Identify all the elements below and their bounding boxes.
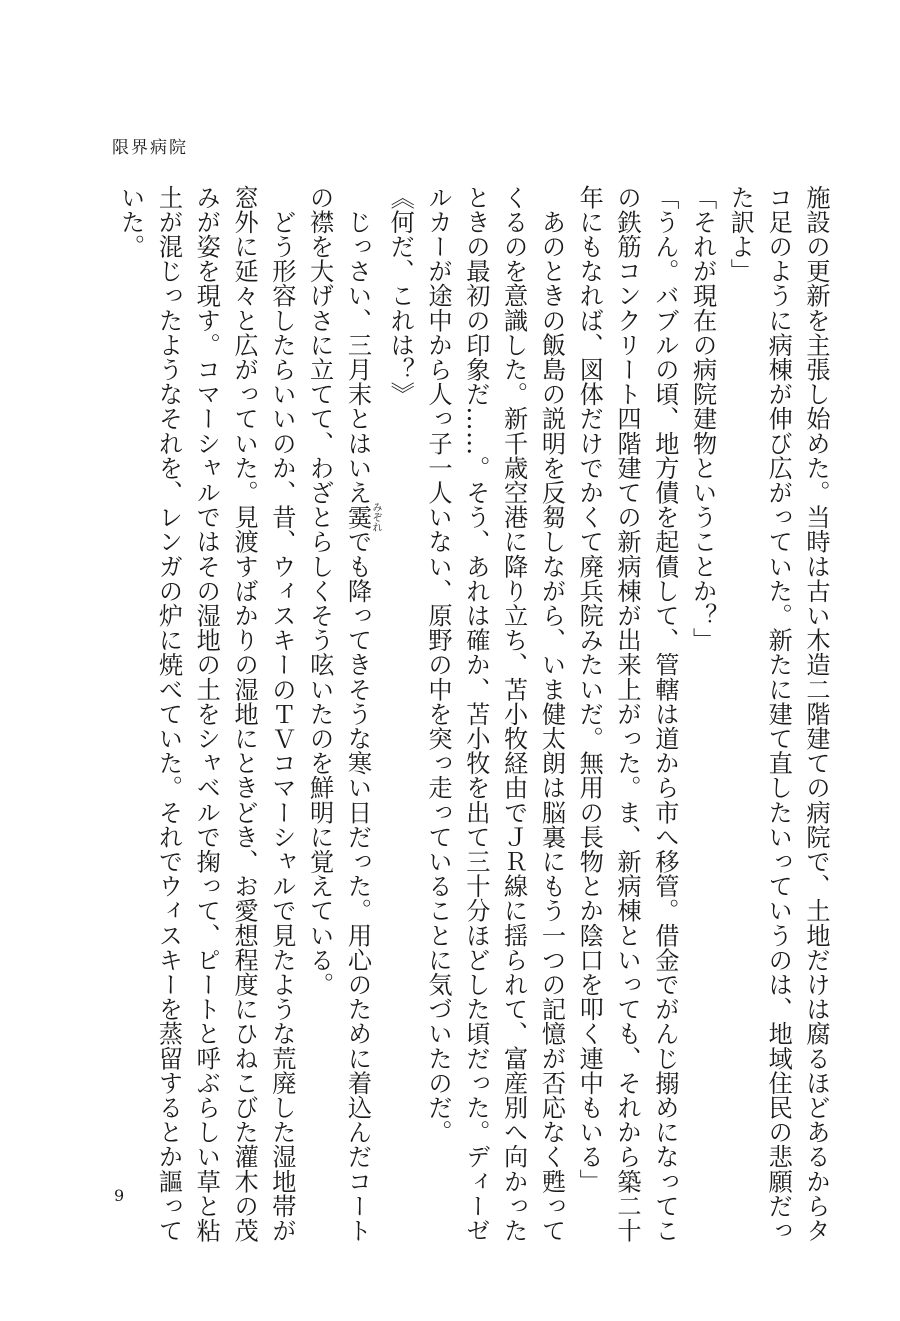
body-text [94, 185, 834, 1245]
paragraph-1: 施設の更新を主張し始めた。当時は古い木造二階建ての病院で、土地だけは腐るほどあるからタコ足のように病棟が伸び広がっていた。新たに建て直したいっていうのは、地域住民の悲願だった訳よ」 [726, 185, 830, 1243]
paragraph-6-end: でも降ってきそうな寒い日だった。用心のために着込んだコートの襟を大げさに立てて、わざとらしくそう呟いたのを鮮明に覚えている。 [305, 185, 372, 1243]
page-number: 9 [114, 1186, 125, 1205]
running-head: 限界病院 [112, 138, 188, 158]
ruby-base: 霙 [343, 502, 372, 533]
paragraph-3: 「うん。バブルの頃、地方債を起債して、管轄は道から市へ移管。借金でがんじ搦めになってこの鉄筋コンクリート四階建ての新病棟が出来上がった。ま、新病棟といっても、それから築二十年にもなれば、図体だけでかくて廃兵院みたいだ。無用の長物とか陰口を叩く連中もいる」 [575, 185, 679, 1243]
paragraph-4: あのときの飯島の説明を反芻しながら、いま健太朗は脳裏にもう一つの記憶が否応なく甦ってくるのを意識した。新千歳空港に降り立ち、苫小牧経由でＪＲ線に揺られて、富産別へ向かったときの最初の印象だ……。そう、あれは確か、苫小牧を出て三十分ほどした頃だった。ディーゼルカーが途中から人っ子一人いない、原野の中を突っ走っていることに気づいたのだ。 [424, 185, 566, 1243]
paragraph-5: 《何だ、これは？》 [386, 185, 415, 407]
paragraph-2: 「それが現在の病院建物ということか？」 [688, 185, 717, 653]
paragraph-7: どう形容したらいいのか、昔、ウィスキーのＴＶコマーシャルで見たような荒廃した湿地帯が窓外に延々と広がっていた。見渡すばかりの湿地にときどき、お愛想程度にひねこびた灌木の茂みが姿を現す。コマーシャルではその湿地の土をシャベルで掬って、ピートと呼ぶらしい草と粘土が混じったようなそれを、レンガの炉に焼べていた。それでウィスキーを蒸留するとか謳っていた。 [116, 185, 296, 1243]
ruby-reading: みぞれ [369, 502, 381, 533]
paragraph-6 [300, 185, 381, 1245]
furigana [343, 502, 381, 533]
paragraph-6-start: じっさい、三月末とはいえ [343, 185, 372, 505]
